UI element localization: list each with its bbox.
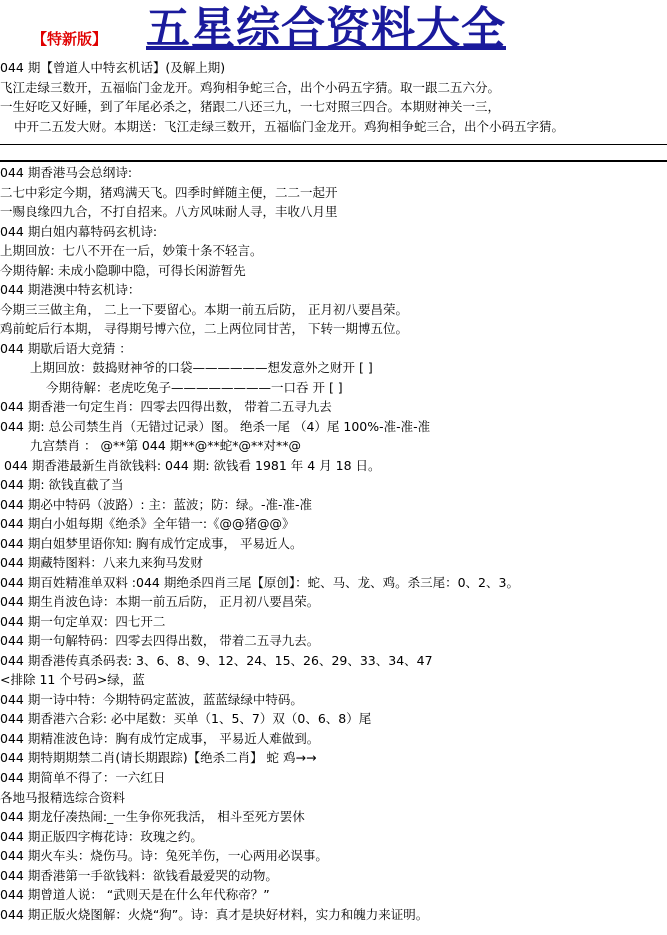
content-line: 044 期简单不得了：一六红日 — [0, 769, 166, 785]
content-line: 044 期歇后语大竞猜 ： — [0, 340, 132, 356]
content-line: 044 期生肖波色诗：本期一前五后防， 正月初八要昌荣。 — [0, 594, 320, 610]
intro-section — [0, 58, 667, 136]
content-line: 044 期: 总公司禁生肖（无错过记录）图。 绝杀一尾 （4）尾 100%-准-准-准 — [0, 418, 431, 434]
content-line: 二七中彩定今期，猪鸡满天飞。四季时鲜随主便，二二一起开 — [0, 184, 338, 200]
content-line: 044 期: 欲钱直截了当 — [0, 477, 124, 493]
content-line: 044 期白姐内幕特码玄机诗: — [0, 223, 158, 239]
content-line: 044 期港澳中特玄机诗： — [0, 282, 141, 298]
content-line: 044 期香港第一手欲钱料：欲钱看最爱哭的动物。 — [0, 867, 278, 883]
content-line: 上期回放：鼓捣财神爷的口袋——————想发意外之财开 [ ] — [30, 360, 373, 376]
content-line: 044 期特期期禁二肖(请长期跟踪)【绝杀二肖】 蛇 鸡→→ — [0, 750, 317, 766]
content-line: 044 期一诗中特：今期特码定蓝波，蓝蓝绿绿中特码。 — [0, 691, 303, 707]
divider — [0, 144, 667, 145]
content-line: 今期三三做主角， 二上一下要留心。本期一前五后防， 正月初八要昌荣。 — [0, 301, 408, 317]
page-title: 五星综合资料大全 — [146, 3, 506, 54]
intro-line: 飞江走绿三数开，五福临门金龙开。鸡狗相争蛇三合，出个小码五字猜。取一跟二五六分。 — [0, 79, 501, 95]
content-line: 044 期一句解特码：四零去四得出数， 带着二五寻九去。 — [0, 633, 320, 649]
intro-line: 中开二五发大财。本期送：飞江走绿三数开，五福临门金龙开。鸡狗相争蛇三合，出个小码五字猜。 — [14, 118, 565, 134]
content-line: 今期待解: 未成小隐聊中隐，可得长闲游暂先 — [0, 262, 246, 278]
content-line: 044 期一句定单双：四七开二 — [0, 613, 166, 629]
content-line: 044 期曾道人说： “武则天是在什么年代称帝？” — [0, 887, 270, 903]
intro-line: 一生好吃又好睡，到了年尾必杀之，猪跟二八还三九，一七对照三四合。本期财神关一三， — [0, 99, 501, 114]
content-line: 044 期精准波色诗：胸有成竹定成事， 平易近人难做到。 — [0, 730, 320, 746]
content-line: 044 期龙仔凑热闹:_一生争你死我活， 相斗至死方罢休 — [0, 809, 305, 825]
content-line: 044 期白小姐每期《绝杀》全年错一:《@@猪@@》 — [0, 516, 295, 532]
edition-badge: 【特新版】 — [32, 30, 108, 48]
content-line: <排除 11 个号码>绿，蓝 — [0, 672, 145, 688]
content-line: 鸡前蛇后行本期， 寻得期号博六位，二上两位同甘苦， 下转一期博五位。 — [0, 321, 408, 337]
content-line: 044 期香港最新生肖欲钱料: 044 期: 欲钱看 1981 年 4 月 18 日。 — [4, 457, 381, 473]
content-line: 044 期正版火烧图解：火烧“狗”。诗：真才是块好材料，实力和魄力来证明。 — [0, 906, 429, 922]
content-line: 044 期百姓精准单双料 :044 期绝杀四肖三尾【原创】：蛇、马、龙、鸡。杀三尾：0、2、3。 — [0, 574, 519, 590]
content-line: 044 期必中特码（波路）: 主：蓝波；防：绿。-准-准-准 — [0, 496, 313, 512]
content-line: 044 期正版四字梅花诗：玫瑰之约。 — [0, 828, 203, 844]
content-line: 044 期火车头：烧伤马。诗：兔死羊伤，一心两用必误事。 — [0, 848, 328, 864]
content-line: 上期回放：七八不开在一后，妙策十条不轻言。 — [0, 243, 263, 259]
content-line: 今期待解：老虎吃兔子————————一口吞 开 [ ] — [46, 379, 343, 395]
content-line: 各地马报精选综合资料 — [0, 789, 126, 805]
divider — [0, 160, 667, 162]
content-line: 044 期香港传真杀码表: 3、6、8、9、12、24、15、26、29、33、34、47 — [0, 652, 433, 668]
content-line: 九宫禁肖 ： @**第 044 期**@**蛇*@**对**@ — [30, 438, 302, 454]
intro-line: 044 期【曾道人中特玄机话】(及解上期) — [0, 60, 226, 75]
content-line: 一赐良缘四九合，不打自招来。八方风味耐人寻，丰收八月里 — [0, 204, 338, 220]
content-line: 044 期藏特图料：八来九来狗马发财 — [0, 555, 203, 571]
content-line: 044 期白姐梦里语你知: 胸有成竹定成事， 平易近人。 — [0, 535, 303, 551]
content-line: 044 期香港马会总纲诗: — [0, 165, 133, 180]
content-line: 044 期香港六合彩: 必中尾数：买单（1、5、7）双（0、6、8）尾 — [0, 711, 372, 727]
content-line: 044 期香港一句定生肖：四零去四得出数， 带着二五寻九去 — [0, 399, 332, 415]
content-section — [0, 163, 667, 924]
